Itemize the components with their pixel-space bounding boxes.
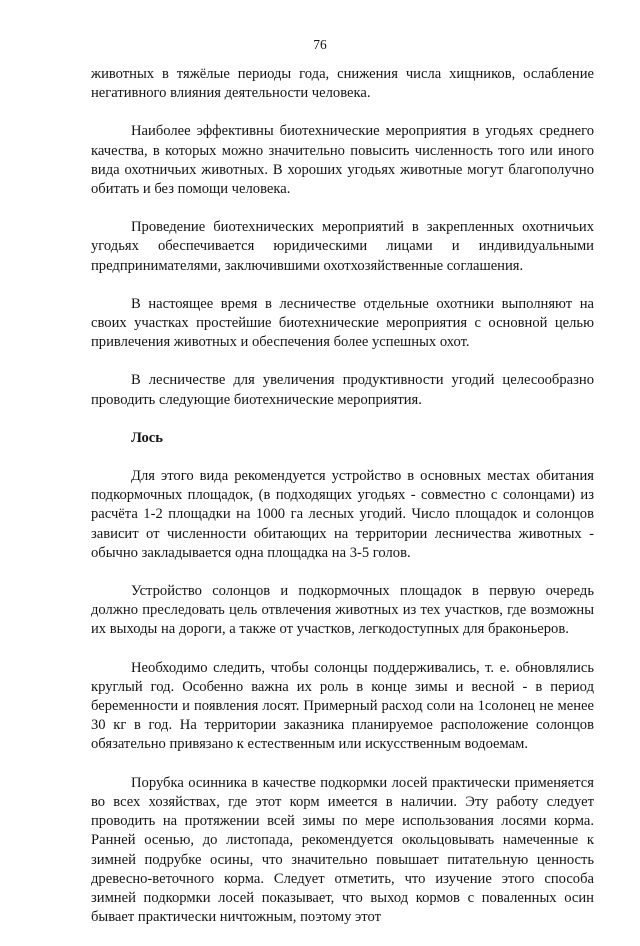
page-number: 76	[313, 37, 327, 52]
paragraph-recommended-measures: В лесничестве для увеличения продуктивности угодий целесообразно проводить следующие биотехнические мероприятия.	[91, 372, 594, 408]
section-heading-moose: Лось	[131, 429, 164, 446]
paragraph-aspen-cutting: Порубка осинника в качестве подкормки лосей практически применяется во всех хозяйствах, где этот корм имеется в наличии. Эту работу следует проводить на протяжении всей зимы по мере использования лосями корма. Ранней осенью, до листопада, рекомендуется окольцовывать намеченные к зимней подрубке осины, что значительно повышает питательную ценность древесно-веточного корма. Следует отметить, что изучение этого способа зимней подкормки лосей показывает, что выход кормов с поваленных осин бывает практически ничтожным, поэтому этот	[91, 774, 594, 926]
paragraph-feeding-sites: Для этого вида рекомендуется устройство в основных местах обитания подкормочных площадок, (в подходящих угодьях - совместно с солонцами) из расчёта 1-2 площадки на 1000 га лесных угодий. Число площадок и солонцов зависит от численности обитающих на территории лесничества животных - обычно закладывается одна площадка на 3-5 голов.	[91, 468, 594, 561]
paragraph-continuation: животных в тяжёлые периоды года, снижения числа хищников, ослабление негативного влияния деятельности человека.	[91, 66, 594, 102]
paragraph-effective-measures: Наиболее эффективны биотехнические мероприятия в угодьях среднего качества, в которых можно значительно повысить численность того или иного вида охотничьих животных. В хороших угодьях животные могут благополучно обитать и без помощи человека.	[91, 123, 594, 198]
paragraph-salt-licks-purpose: Устройство солонцов и подкормочных площадок в первую очередь должно преследовать цель отвлечения животных из тех участков, где возможны их выходы на дороги, а также от участков, легкодоступных для браконьеров.	[91, 583, 594, 638]
paragraph-implementation: Проведение биотехнических мероприятий в закрепленных охотничьих угодьях обеспечивается юридическими лицами и индивидуальными предпринимателями, заключившими охотхозяйственные соглашения.	[91, 219, 594, 274]
paragraph-current-practice: В настоящее время в лесничестве отдельные охотники выполняют на своих участках простейшие биотехнические мероприятия с основной целью привлечения животных и обеспечения более успешных охот.	[91, 295, 594, 351]
paragraph-salt-licks-maintenance: Необходимо следить, чтобы солонцы поддерживались, т. е. обновлялись круглый год. Особенно важна их роль в конце зимы и весной - в период беременности и появления лосят. Примерный расход соли на 1солонец не менее 30 кг в год. На территории заказника планируемое расположение солонцов обязательно привязано к естественным или искусственным водоемам.	[91, 659, 594, 753]
page-body	[91, 65, 594, 946]
